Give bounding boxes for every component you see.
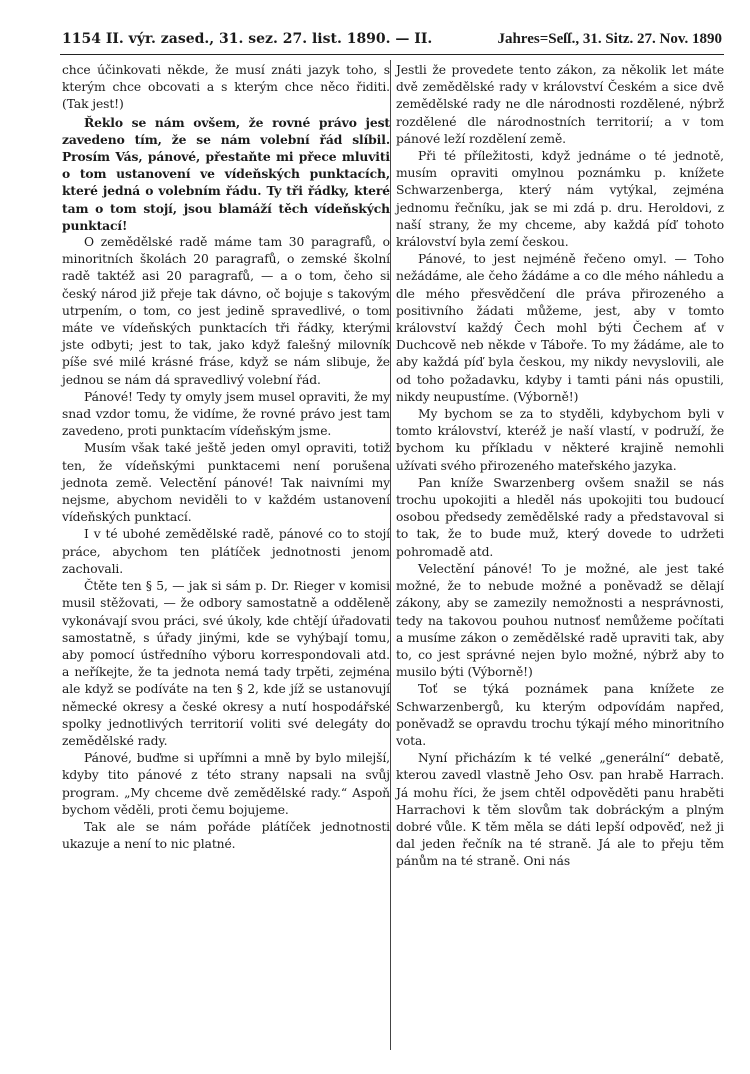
paragraph: My bychom se za to styděli, kdybychom byli v tomto království, kteréž je naší vlastí, v podruží, že bychom ku příkladu v některé krajině nemohli užívati svého přirozeného mateřského jazyka. bbox=[396, 407, 724, 473]
paragraph: chce účinkovati někde, že musí znáti jazyk toho, s kterým chce obcovati a s kterým chce něco řiditi. (Tak jest!) bbox=[62, 63, 390, 112]
paragraph: Toť se týká poznámek pana knížete ze Schwarzenbergů, ku kterým odpovídám napřed, poněvadž se opravdu trochu týkají mého minoritního vota. bbox=[396, 682, 724, 748]
paragraph: Čtěte ten § 5, — jak si sám p. Dr. Rieger v komisi musil stěžovati, — že odbory samostatně a odděleně vykonávají svou práci, své úkoly, kde chtějí úřadovati samostatně, s úřady jinými, kde se vyhýbají tomu, aby pomocí ústředního výboru korrespondovali atd. a neříkejte, že ta jednota nemá tady trpěti, zejména ale když se podíváte na ten § 2, kde jíž se ustanovují německé okresy a české okresy a nutí hospodářské spolky jednotlivých territorií voliti své delegáty do zemědělské rady. bbox=[62, 579, 390, 748]
paragraph: Pánové, to jest nejméně řečeno omyl. — Toho nežádáme, ale čeho žádáme a co dle mého náhledu a dle mého přesvědčení dle práva přirozeného a positivního žádati můžeme, jest, aby v tomto království každý Čech mohl býti Čechem ať v Duchcově neb někde v Táboře. To my žádáme, ale to aby každá píď byla českou, my nikdy nevyslovili, ale od toho požadavku, kdyby i tamti páni nás opustili, nikdy neupustíme. (Výborně!) bbox=[396, 252, 724, 404]
header-right: Jahres=Seſſ., 31. Sitz. 27. Nov. 1890 bbox=[497, 30, 722, 47]
paragraph: Pánové, buďme si upřímni a mně by bylo milejší, kdyby tito pánové z této strany napsali na svůj program. „My chceme dvě zemědělské rady.“ Aspoň bychom věděli, proti čemu bojujeme. bbox=[62, 751, 390, 817]
paragraph: Jestli že provedete tento zákon, za několik let máte dvě zemědělské rady v království Českém a sice dvě zemědělské rady ne dle národnosti rozdělené, nýbrž rozdělené dle národnostních territorií; a v tom pánové leží rozdělení země. bbox=[396, 63, 724, 146]
paragraph: Nyní přicházím k té velké „generální“ debatě, kterou zavedl vlastně Jeho Osv. pan hrabě Harrach. Já mohu říci, že jsem chtěl odpověděti panu hraběti Harrachovi k těm slovům tak dobráckým a plným dobré vůle. K těm měla se dáti lepší odpověď, než ji dal jeden řečník na té straně. Já ale to přeju těm pánům na té straně. Oni nás bbox=[396, 751, 724, 869]
left-column bbox=[62, 62, 390, 853]
paragraph: Pánové! Tedy ty omyly jsem musel opraviti, že my snad vzdor tomu, že vidíme, že rovné právo jest tam zavedeno, proti punktacím vídeňským jsme. bbox=[62, 389, 390, 439]
paragraph: I v té ubohé zemědělské radě, pánové co to stojí práce, abychom ten plátíček jednotnosti jenom zachovali. bbox=[62, 527, 390, 576]
paragraph: Při té příležitosti, když jednáme o té jednotě, musím opraviti omylnou poznámku p. knížete Schwarzenberga, který nám vytýkal, zejména jednomu řečníku, jak se mi zdá p. dru. Heroldovi, z naší strany, že my chceme, aby každá píď tohoto království byla zemí českou. bbox=[396, 149, 724, 250]
header-left: 1154 II. výr. zased., 31. sez. 27. list. 1890. — II. bbox=[62, 31, 433, 47]
right-column bbox=[396, 62, 724, 871]
header-rule bbox=[60, 54, 724, 55]
paragraph: Pan kníže Swarzenberg ovšem snažil se nás trochu upokojiti a hleděl nás upokojiti tou budoucí osobou předsedy zemědělské rady a představoval si to tak, že to bude muž, který dovede to udržeti pohromadě atd. bbox=[396, 475, 724, 559]
paragraph: Tak ale se nám pořáde plátíček jednotnosti ukazuje a není to nic platné. bbox=[62, 819, 390, 852]
column-divider bbox=[390, 60, 391, 1050]
paragraph: Velectění pánové! To je možné, ale jest také možné, že to nebude možné a poněvadž se dělají zákony, aby se zamezily nemožnosti a nesprávnosti, tedy na takovou pouhou nutnosť nemůžeme počítati a musíme zákon o zemědělské radě upraviti tak, aby to, co jest správné nejen bylo možné, nýbrž aby to musilo býti (Výborně!) bbox=[396, 561, 724, 680]
paragraph: O zemědělské radě máme tam 30 paragrafů, o minoritních školách 20 paragrafů, o zemské školní radě taktéž asi 20 paragrafů, — a o tom, čeho si český národ již přeje tak dávno, oč bojuje s takovým utrpením, o tom, co jest jedině spravedlivé, o tom máte ve vídeňských punktacích tři řádky, kterými jste odbyti; jest to tak, jako když falešný milovník píše své milé krásné fráse, když se nám slibuje, že jednou se nám dá spravedlivý volební řád. bbox=[62, 235, 390, 387]
page-header bbox=[62, 26, 722, 52]
paragraph: Musím však také ještě jeden omyl opraviti, totiž ten, že vídeňskými punktacemi není porušena jednota země. Velectění pánové! Tak naivními my nejsme, abychom neviděli to v každém ustanovení vídeňských punktací. bbox=[62, 441, 390, 525]
paragraph: Řeklo se nám ovšem, že rovné právo jest zavedeno tím, že se nám volební řád slíbil. Prosím Vás, pánové, přestaňte mi přece mluviti o tom ustanovení ve vídeňských punktacích, které jedná o volebním řádu. Ty tři řádky, které tam o tom stojí, jsou blamáží těch vídeňských punktací! bbox=[62, 114, 390, 233]
